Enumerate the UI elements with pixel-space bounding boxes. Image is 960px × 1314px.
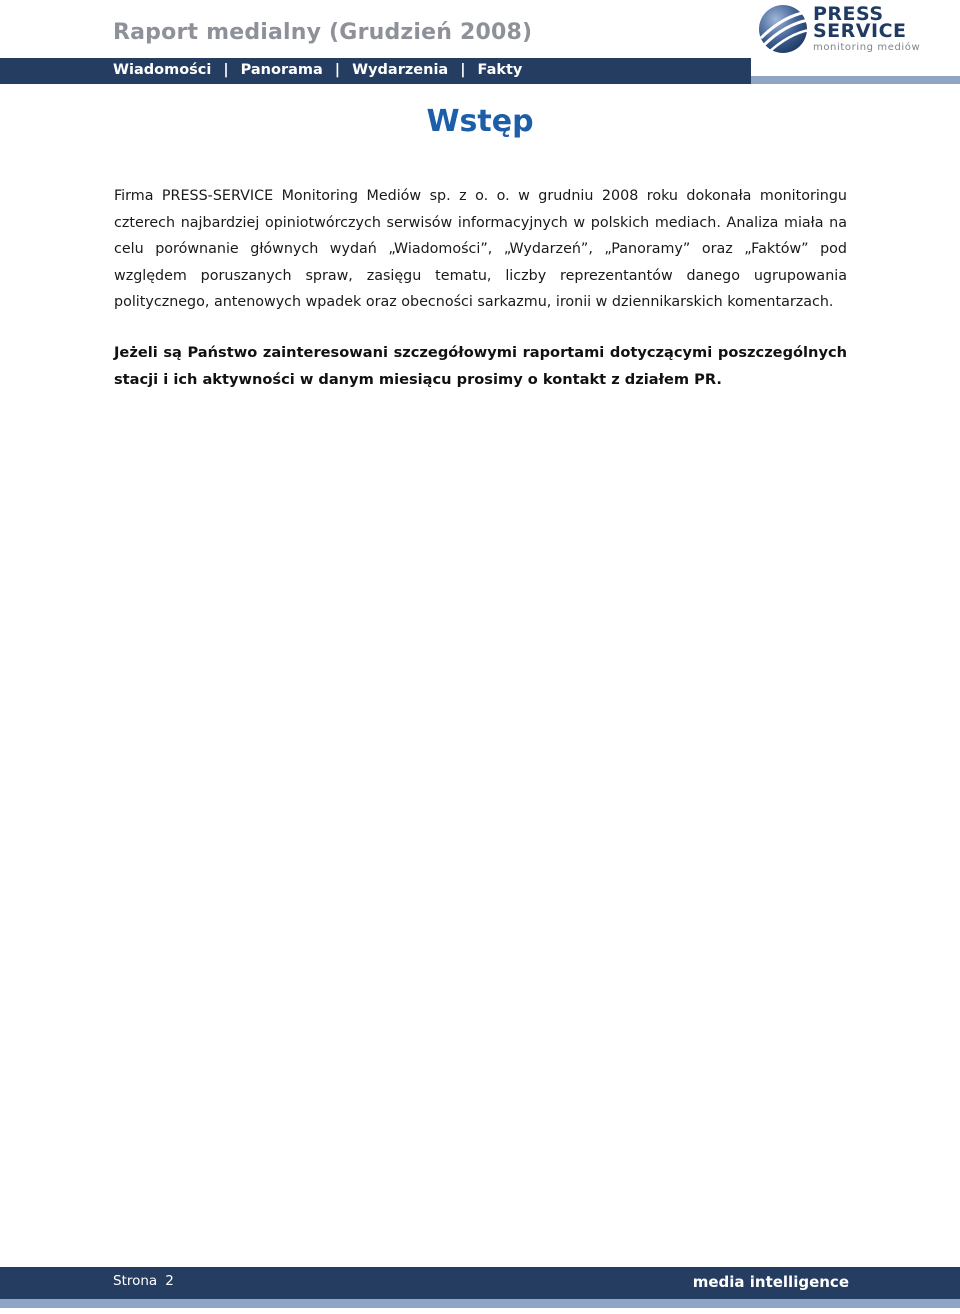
nav-item-wydarzenia[interactable]: Wydarzenia [352, 62, 449, 78]
nav-item-wiadomosci[interactable]: Wiadomości [113, 62, 212, 78]
page-indicator [113, 1273, 174, 1289]
logo-line-service: SERVICE [813, 20, 907, 42]
logo-tagline: monitoring mediów [813, 42, 921, 53]
nav-item-fakty[interactable]: Fakty [477, 62, 523, 78]
page-label: Strona [113, 1273, 158, 1289]
intro-paragraph: Firma PRESS-SERVICE Monitoring Mediów sp. z o. o. w grudniu 2008 roku dokonała monitoringu czterech najbardziej opiniotwórczych serwisów informacyjnych w polskich mediach. Analiza miała na celu porównanie głównych wydań „Wiadomości”, „Wydarzeń”, „Panoramy” oraz „Faktów” pod względem poruszanych spraw, zasięgu tematu, liczby reprezentantów danego ugrupowania politycznego, antenowych wpadek oraz obecności sarkazmu, ironii w dziennikarskich komentarzach. [114, 188, 847, 310]
nav-separator: | [334, 62, 341, 78]
contact-paragraph: Jeżeli są Państwo zainteresowani szczegółowymi raportami dotyczącymi poszczególnych stacji i ich aktywności w danym miesiącu prosimy o kontakt z działem PR. [114, 344, 847, 388]
footer-tagline: media intelligence [692, 1273, 849, 1291]
press-service-logo [757, 2, 947, 56]
logo-line-press: PRESS [813, 3, 884, 25]
nav-separator: | [460, 62, 466, 78]
nav-accent-stripe [751, 76, 960, 84]
page-heading: Wstęp [426, 104, 534, 139]
report-title: Raport medialny (Grudzień 2008) [113, 20, 533, 45]
top-nav-bar [0, 58, 751, 84]
footer-accent-stripe [0, 1299, 960, 1308]
page-number: 2 [165, 1273, 174, 1289]
section-nav [113, 60, 522, 80]
nav-item-panorama[interactable]: Panorama [240, 62, 323, 78]
logo-wordmark [813, 3, 907, 42]
nav-separator: | [223, 62, 229, 78]
globe-logo-icon [757, 2, 811, 56]
